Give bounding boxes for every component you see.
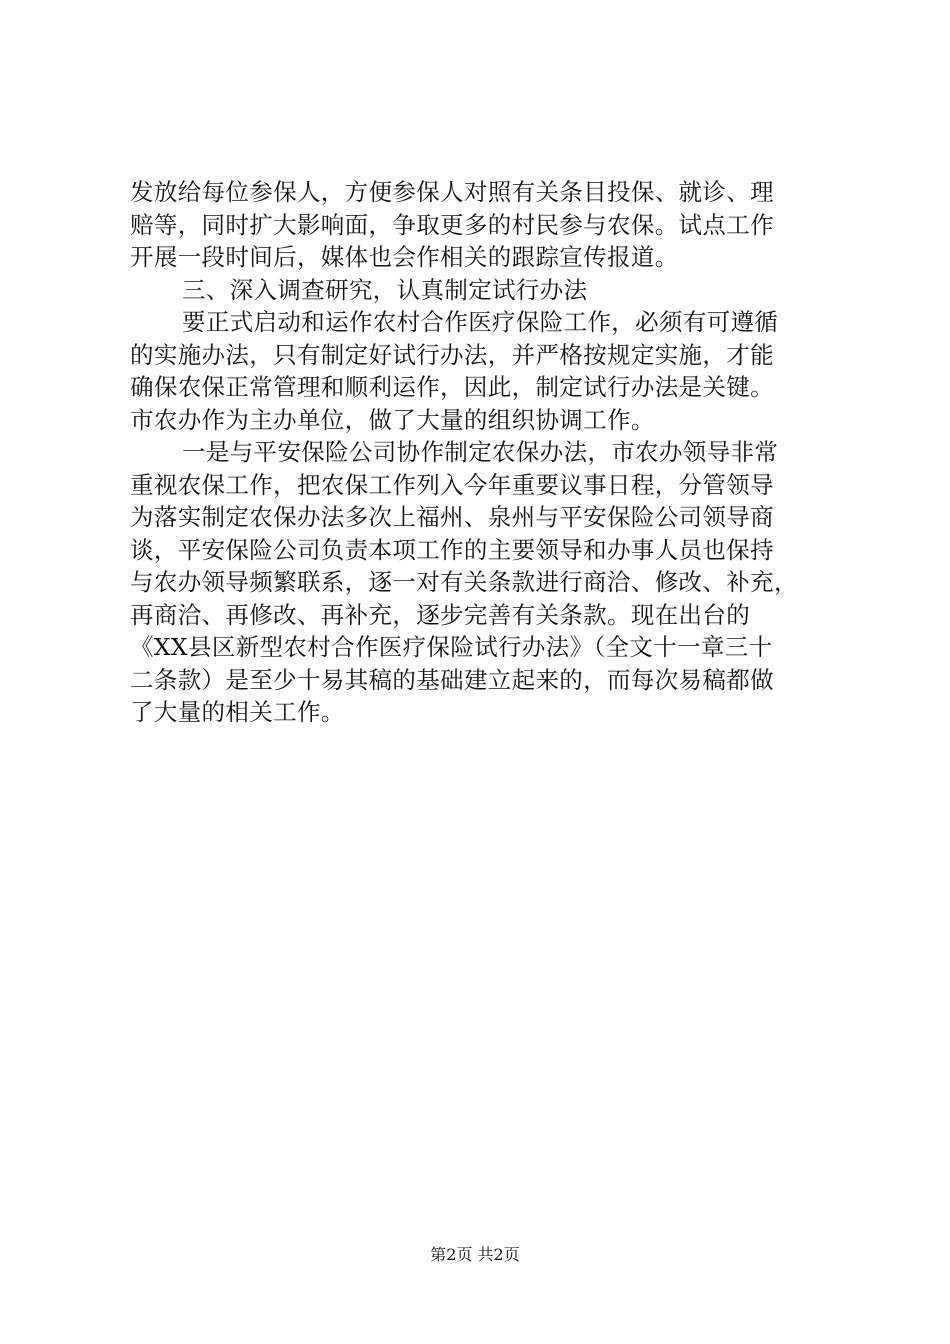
- body-line: 的实施办法，只有制定好试行办法，并严格按规定实施，才能: [130, 340, 774, 369]
- body-line: 开展一段时间后，媒体也会作相关的跟踪宣传报道。: [130, 243, 679, 271]
- body-line: 二条款）是至少十易其稿的基础建立起来的，而每次易稿都做: [130, 665, 774, 694]
- body-line: 再商洽、再修改、再补充，逐步完善有关条款。现在出台的: [130, 600, 751, 629]
- body-line: 市农办作为主办单位，做了大量的组织协调工作。: [130, 405, 655, 434]
- section-heading: 三、深入调查研究，认真制定试行办法: [182, 275, 588, 304]
- document-body: [130, 176, 830, 729]
- page-footer: 第2页 共2页: [430, 1245, 520, 1264]
- body-line: 谈，平安保险公司负责本项工作的主要领导和办事人员也保持: [130, 535, 774, 564]
- body-line: 重视农保工作，把农保工作列入今年重要议事日程，分管领导: [130, 470, 774, 499]
- body-line: 了大量的相关工作。: [130, 698, 345, 726]
- body-line: 一是与平安保险公司协作制定农保办法，市农办领导非常: [182, 438, 779, 466]
- body-line: 为落实制定农保办法多次上福州、泉州与平安保险公司领导商: [130, 503, 774, 531]
- body-line: 确保农保正常管理和顺利运作，因此，制定试行办法是关键。: [130, 373, 774, 401]
- body-line: 要正式启动和运作农村合作医疗保险工作，必须有可遵循: [182, 308, 779, 336]
- body-line: 与农办领导频繁联系，逐一对有关条款进行商洽、修改、补充，: [130, 568, 798, 596]
- body-line: 赔等，同时扩大影响面，争取更多的村民参与农保。试点工作: [130, 210, 774, 239]
- body-line: 《XX县区新型农村合作医疗保险试行办法》（全文十一章三十: [130, 633, 773, 661]
- body-line: 发放给每位参保人，方便参保人对照有关条目投保、就诊、理: [130, 178, 774, 206]
